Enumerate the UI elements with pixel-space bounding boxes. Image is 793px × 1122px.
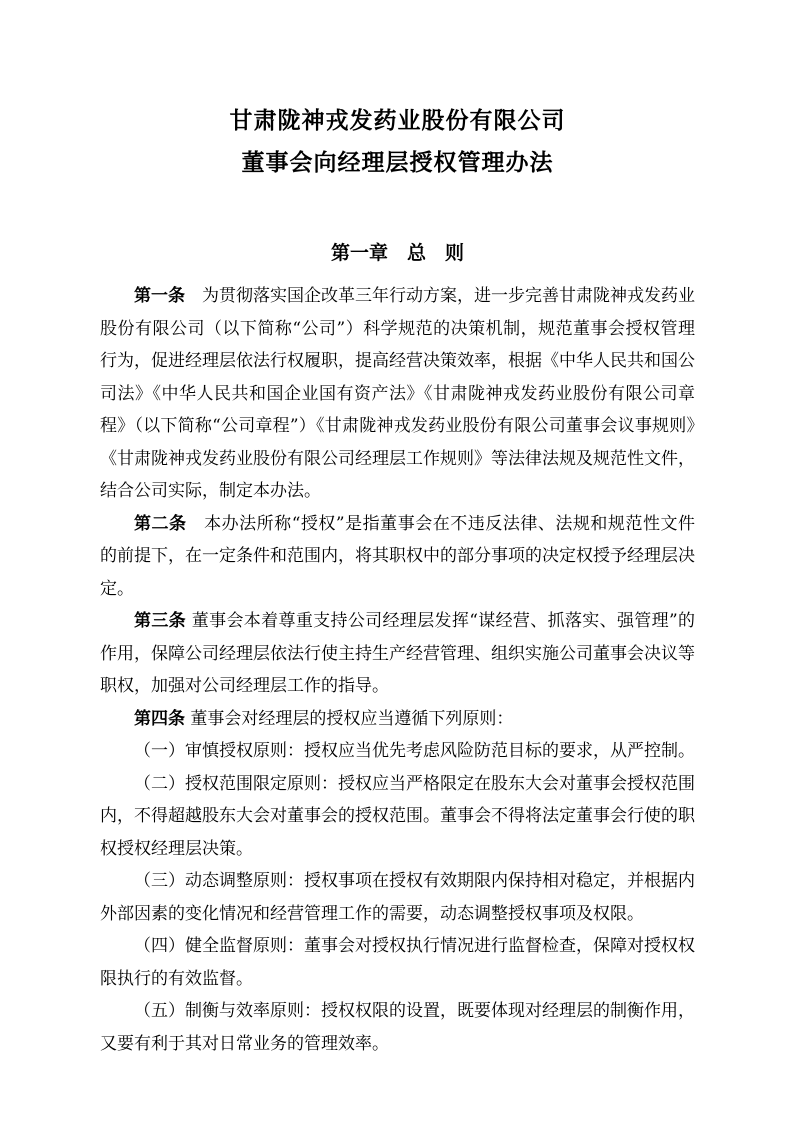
article-label: 第三条 — [134, 611, 187, 631]
article-label: 第一条 — [134, 286, 185, 306]
paragraph: （三）动态调整原则：授权事项在授权有效期限内保持相对稳定，并根据内外部因素的变化情况和经营管理工作的需要，动态调整授权事项及权限。 — [100, 871, 695, 924]
paragraph: 第一条 为贯彻落实国企改革三年行动方案，进一步完善甘肃陇神戎发药业股份有限公司（以下简称“公司”）科学规范的决策机制，规范董事会授权管理行为，促进经理层依法行权履职，提高经营决策效率，根据《中华人民共和国公司法》《中华人民共和国企业国有资产法》《甘肃陇神戎发药业股份有限公司章程》（以下简称“公司章程”）《甘肃陇神戎发药业股份有限公司董事会议事规则》《甘肃陇神戎发药业股份有限公司经理层工作规则》等法律法规及规范性文件，结合公司实际，制定本办法。 — [100, 286, 695, 501]
document-body — [100, 280, 695, 1060]
chapter-heading: 第一章 总 则 — [330, 242, 464, 264]
article-label: 第四条 — [134, 708, 185, 729]
doc-title-line2: 董事会向经理层授权管理办法 — [241, 149, 554, 176]
paragraph: （五）制衡与效率原则：授权权限的设置，既要体现对经理层的制衡作用，又要有利于其对日常业务的管理效率。 — [100, 1001, 695, 1054]
paragraph: （一）审慎授权原则：授权应当优先考虑风险防范目标的要求，从严控制。 — [134, 741, 695, 761]
article-label: 第二条 — [134, 513, 187, 534]
paragraph: （二）授权范围限定原则：授权应当严格限定在股东大会对董事会授权范围内，不得超越股东大会对董事会的授权范围。董事会不得将法定董事会行使的职权授权经理层决策。 — [100, 773, 695, 859]
paragraph: 第二条 本办法所称“授权”是指董事会在不违反法律、法规和规范性文件的前提下，在一定条件和范围内，将其职权中的部分事项的决定权授予经理层决定。 — [100, 513, 696, 599]
paragraph: （四）健全监督原则：董事会对授权执行情况进行监督检查，保障对授权权限执行的有效监督。 — [100, 936, 695, 989]
doc-title-line1: 甘肃陇神戎发药业股份有限公司 — [229, 107, 566, 134]
paragraph: 第三条 董事会本着尊重支持公司经理层发挥“谋经营、抓落实、强管理”的作用，保障公司经理层依法行使主持生产经营管理、组织实施公司董事会决议等职权，加强对公司经理层工作的指导。 — [100, 611, 696, 696]
paragraph: 第四条 董事会对经理层的授权应当遵循下列原则： — [134, 708, 514, 729]
